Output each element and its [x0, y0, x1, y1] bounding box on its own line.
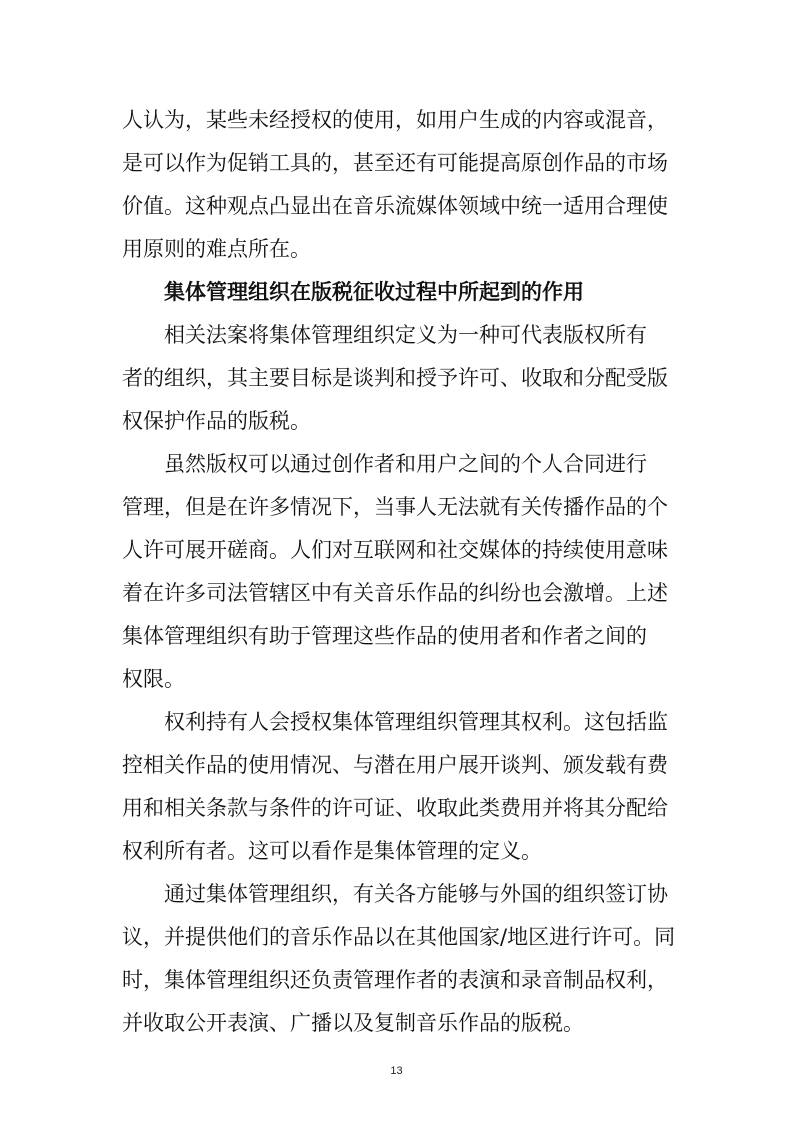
text-line: 管理，但是在许多情况下，当事人无法就有关传播作品的个 [122, 495, 668, 519]
section-heading: 集体管理组织在版税征收过程中所起到的作用 [164, 280, 584, 304]
text-line: 议，并提供他们的音乐作品以在其他国家/地区进行许可。同 [122, 925, 676, 949]
text-line: 用原则的难点所在。 [122, 237, 311, 261]
text-line: 权保护作品的版税。 [122, 409, 311, 433]
text-line: 着在许多司法管辖区中有关音乐作品的纠纷也会激增。上述 [122, 581, 668, 605]
text-line: 是可以作为促销工具的，甚至还有可能提高原创作品的市场 [122, 151, 668, 175]
text-line: 价值。这种观点凸显出在音乐流媒体领域中统一适用合理使 [122, 194, 668, 218]
text-line: 控相关作品的使用情况、与潜在用户展开谈判、颁发载有费 [122, 753, 668, 777]
text-line: 者的组织，其主要目标是谈判和授予许可、收取和分配受版 [122, 366, 668, 390]
text-line: 权限。 [122, 667, 185, 691]
text-line: 虽然版权可以通过创作者和用户之间的个人合同进行 [164, 452, 647, 476]
text-line: 通过集体管理组织，有关各方能够与外国的组织签订协 [164, 882, 668, 906]
text-line: 权利持有人会授权集体管理组织管理其权利。这包括监 [164, 710, 668, 734]
text-line: 人许可展开磋商。人们对互联网和社交媒体的持续使用意味 [122, 538, 668, 562]
text-line: 相关法案将集体管理组织定义为一种可代表版权所有 [164, 323, 647, 347]
text-line: 集体管理组织有助于管理这些作品的使用者和作者之间的 [122, 624, 647, 648]
text-line: 时，集体管理组织还负责管理作者的表演和录音制品权利， [122, 968, 668, 992]
page-number: 13 [390, 1065, 403, 1077]
text-line: 并收取公开表演、广播以及复制音乐作品的版税。 [122, 1011, 584, 1035]
text-line: 权利所有者。这可以看作是集体管理的定义。 [122, 839, 542, 863]
text-line: 人认为，某些未经授权的使用，如用户生成的内容或混音， [122, 108, 668, 132]
text-line: 用和相关条款与条件的许可证、收取此类费用并将其分配给 [122, 796, 668, 820]
